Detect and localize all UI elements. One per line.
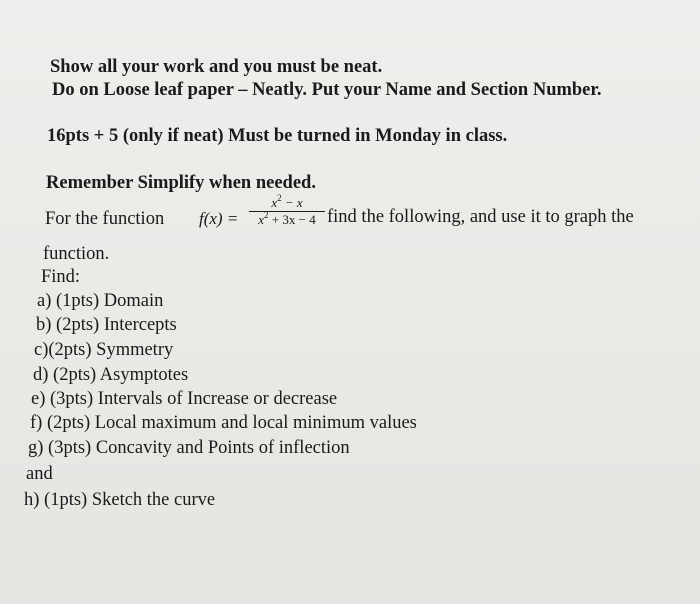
item-intercepts: b) (2pts) Intercepts xyxy=(36,315,177,335)
find-label: Find: xyxy=(41,267,81,287)
instruction-loose-leaf: Do on Loose leaf paper – Neatly. Put your Name and Section Number. xyxy=(52,80,602,100)
item-local-extrema: f) (2pts) Local maximum and local minimum values xyxy=(30,413,417,433)
item-sketch: h) (1pts) Sketch the curve xyxy=(24,490,216,510)
function-continuation: function. xyxy=(43,244,110,264)
item-increase-decrease: e) (3pts) Intervals of Increase or decrease xyxy=(31,389,338,409)
function-intro: For the function xyxy=(45,209,165,229)
fraction-denominator: $x^2 + 3x - 4$ xyxy=(258,210,316,227)
fraction-numerator: $x^2 - x$ xyxy=(271,193,303,210)
item-symmetry: c)(2pts) Symmetry xyxy=(34,340,174,360)
item-domain: a) (1pts) Domain xyxy=(37,291,164,311)
item-asymptotes: d) (2pts) Asymptotes xyxy=(33,365,189,385)
remember-simplify: Remember Simplify when needed. xyxy=(46,173,316,193)
function-name: f(x) = xyxy=(199,209,239,228)
instruction-show-work: Show all your work and you must be neat. xyxy=(50,57,383,77)
points-note: 16pts + 5 (only if neat) Must be turned in Monday in class. xyxy=(47,126,508,146)
item-and: and xyxy=(26,464,53,484)
function-fraction xyxy=(249,193,325,227)
function-after-text: find the following, and use it to graph the xyxy=(327,207,634,227)
item-concavity: g) (3pts) Concavity and Points of inflection xyxy=(28,438,350,458)
